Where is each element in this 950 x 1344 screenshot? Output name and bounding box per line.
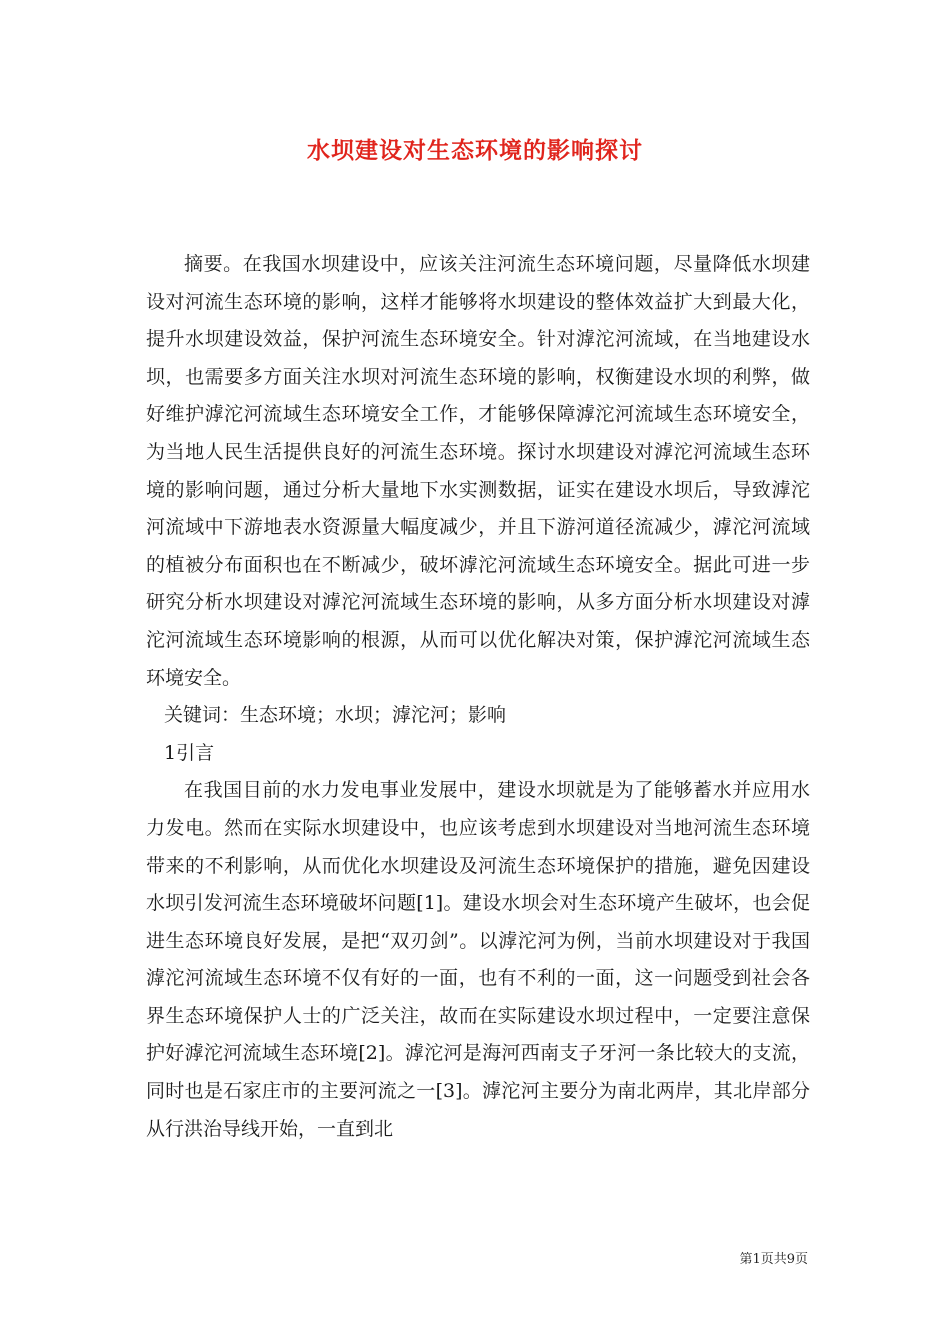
intro-paragraph: 在我国目前的水力发电事业发展中，建设水坝就是为了能够蓄水并应用水力发电。然而在实际水坝建设中，也应该考虑到水坝建设对当地河流生态环境带来的不利影响，从而优化水坝建设及河流生态环境保护的措施，避免因建设水坝引发河流生态环境破坏问题[1]。建设水坝会对生态环境产生破坏，也会促进生态环境良好发展，是把“双刃剑”。以滹沱河为例，当前水坝建设对于我国滹沱河流域生态环境不仅有好的一面，也有不利的一面，这一问题受到社会各界生态环境保护人士的广泛关注，故而在实际建设水坝过程中，一定要注意保护好滹沱河流域生态环境[2]。滹沱河是海河西南支子牙河一条比较大的支流，同时也是石家庄市的主要河流之一[3]。滹沱河主要分为南北两岸，其北岸部分从行洪治导线开始，一直到北 bbox=[146, 779, 810, 1140]
document-body bbox=[146, 246, 810, 1148]
page-number: 第1页共9页 bbox=[739, 1252, 808, 1267]
section-heading: 1引言 bbox=[164, 741, 215, 764]
abstract-paragraph: 摘要。在我国水坝建设中，应该关注河流生态环境问题，尽量降低水坝建设对河流生态环境的影响，这样才能够将水坝建设的整体效益扩大到最大化，提升水坝建设效益，保护河流生态环境安全。针对滹沱河流域，在当地建设水坝，也需要多方面关注水坝对河流生态环境的影响，权衡建设水坝的利弊，做好维护滹沱河流域生态环境安全工作，才能够保障滹沱河流域生态环境安全，为当地人民生活提供良好的河流生态环境。探讨水坝建设对滹沱河流域生态环境的影响问题，通过分析大量地下水实测数据，证实在建设水坝后，导致滹沱河流域中下游地表水资源量大幅度减少，并且下游河道径流减少，滹沱河流域的植被分布面积也在不断减少，破坏滹沱河流域生态环境安全。据此可进一步研究分析水坝建设对滹沱河流域生态环境的影响，从多方面分析水坝建设对滹沱河流域生态环境影响的根源，从而可以优化解决对策，保护滹沱河流域生态环境安全。 bbox=[146, 253, 810, 689]
keywords-line: 关键词：生态环境；水坝；滹沱河；影响 bbox=[164, 704, 507, 727]
document-title: 水坝建设对生态环境的影响探讨 bbox=[307, 137, 643, 164]
